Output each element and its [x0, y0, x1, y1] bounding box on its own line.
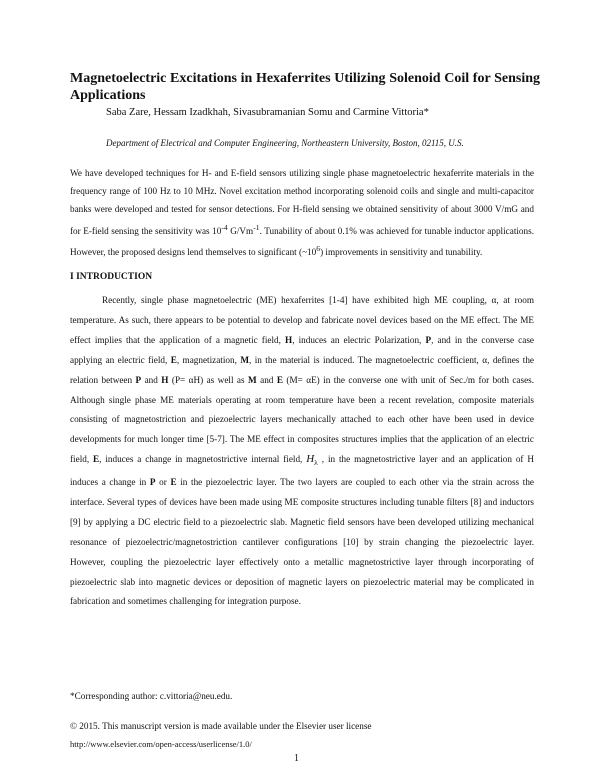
paper-title: Magnetoelectric Excitations in Hexaferrites Utilizing Solenoid Coil for Sensing Applications: [70, 71, 540, 103]
section-heading: I INTRODUCTION: [70, 272, 153, 282]
affiliation: Department of Electrical and Computer Engineering, Northeastern University, Boston, 02115, U.S.: [106, 138, 464, 148]
corresponding-author-footnote: *Corresponding author: c.vittoria@neu.edu.: [70, 691, 233, 701]
page-number: 1: [294, 753, 299, 764]
copyright-notice: © 2015. This manuscript version is made available under the Elsevier user license: [70, 721, 372, 731]
introduction-text: Recently, single phase magnetoelectric (ME) hexaferrites [1-4] have exhibited high ME coupling, α, at room temperature. As such, there appears to be potential to develop and fabricate novel devices based on the ME effect. The ME effect implies that the application of a magnetic field, H, induces an electric Polarization, P, and in the converse case applying an electric field, E, magnetization, M, in the material is induced. The magnetoelectric coefficient, α, defines the relation between P and H (P= αH) as well as M and E (M= αE) in the converse one with unit of Sec./m for both cases. Although single phase ME materials operating at room temperature have been a recent revelation, composite materials consisting of magnetostriction and piezoelectric layers mechanically attached to each other have been used in device developments for much longer time [5-7]. The ME effect in composites structures implies that the application of an electric field, E, induces a change in magnetostrictive internal field, $H_\lambda$ , in the magnetostrictive layer and an application of H induces a change in P or E in the piezoelectric layer. The two layers are coupled to each other via the strain across the interface. Several types of devices have been made using ME composite structures including tunable filters [8] and inductors [9] by applying a DC electric field to a piezoelectric slab. Magnetic field sensors have been developed utilizing mechanical resonance of piezoelectric/magnetostriction cantilever configurations [10] by strain changing the piezoelectric layer. However, coupling the piezoelectric layer effectively onto a metallic magnetostrictive layer through incorporating of piezoelectric slab into magnetic devices or deposition of magnetic layers on piezoelectric material may be complicated in fabrication and sometimes challenging for integration purpose.: [70, 295, 535, 607]
abstract: We have developed techniques for H- and E-field sensors utilizing single phase magnetoelectric hexaferrite materials in the frequency range of 100 Hz to 10 MHz. Novel excitation method incorporating solenoid coils and single and multi-capacitor banks were developed and tested for sensor detections. For H-field sensing we obtained sensitivity of about 3000 V/mG and for E-field sensing the sensitivity was $10^{-4}$ $G/Vm^{-1}$. Tunability of about 0.1% was achieved for tunable inductor applications. However, the proposed designs lend themselves to significant $(\sim 10^6)$ improvements in sensitivity and tunability.: [70, 168, 534, 257]
license-url: http://www.elsevier.com/open-access/userlicense/1.0/: [70, 739, 252, 749]
author-list: Saba Zare, Hessam Izadkhah, Sivasubramanian Somu and Carmine Vittoria*: [106, 107, 429, 118]
